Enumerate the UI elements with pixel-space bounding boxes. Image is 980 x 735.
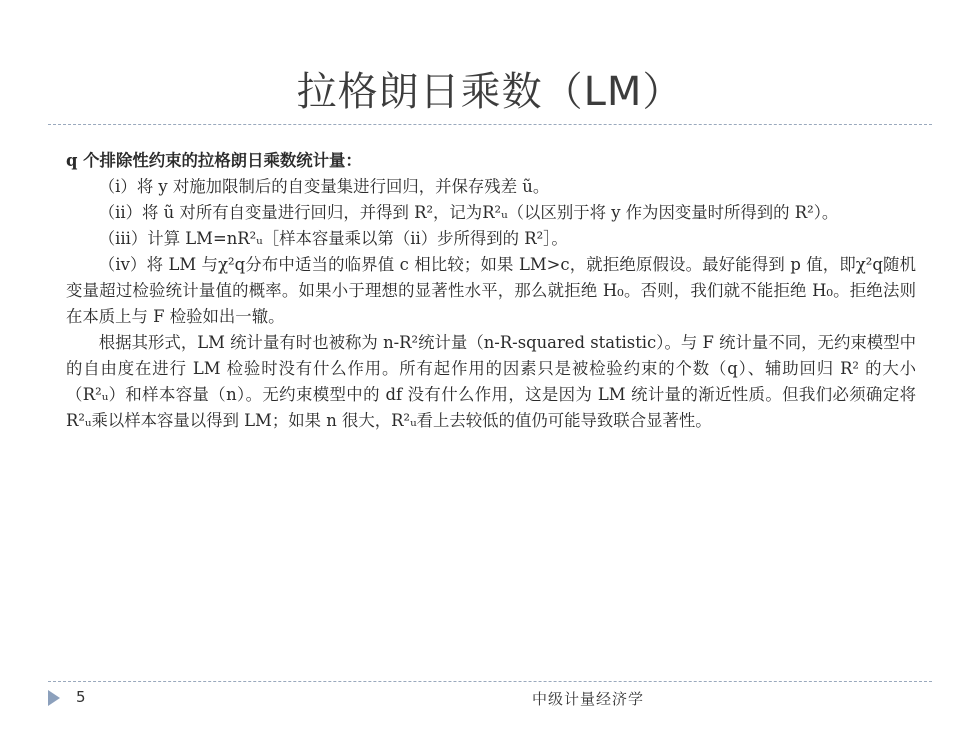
- explanation-paragraph: 根据其形式，LM 统计量有时也被称为 n-R²统计量（n-R-squared statistic）。与 F 统计量不同，无约束模型中的自由度在进行 LM 检验时没有什么作用。所有起作用的因素只是被检验约束的个数（q）、辅助回归 R² 的大小（R²ᵤ）和样本容量（n）。无约束模型中的 df 没有什么作用，这是因为 LM 统计量的渐近性质。但我们必须确定将R²ᵤ乘以样本容量以得到 LM；如果 n 很大，R²ᵤ看上去较低的值仍可能导致联合显著性。: [66, 333, 916, 430]
- bullet-triangle-icon: [48, 690, 60, 706]
- step-2: （ii）将 ũ 对所有自变量进行回归，并得到 R²，记为R²ᵤ（以区别于将 y 作为因变量时所得到的 R²）。: [98, 203, 839, 222]
- title-divider: [48, 124, 932, 125]
- footer-divider: [48, 681, 932, 682]
- course-name: 中级计量经济学: [532, 690, 645, 708]
- step-1: （i）将 y 对施加限制后的自变量集进行回归，并保存残差 ũ。: [98, 177, 550, 196]
- step-4: （iv）将 LM 与χ²q分布中适当的临界值 c 相比较；如果 LM>c，就拒绝原假设。最好能得到 p 值，即χ²q随机变量超过检验统计量值的概率。如果小于理想的显著性水平，那么就拒绝 H₀。否则，我们就不能拒绝 H₀。拒绝法则在本质上与 F 检验如出一辙。: [66, 255, 916, 326]
- step-3: （iii）计算 LM=nR²ᵤ［样本容量乘以第（ii）步所得到的 R²］。: [98, 229, 568, 248]
- body-heading: q 个排除性约束的拉格朗日乘数统计量：: [66, 151, 362, 170]
- slide-body: [66, 148, 916, 434]
- slide-title: 拉格朗日乘数（LM）: [296, 69, 684, 115]
- page-number: 5: [76, 688, 86, 706]
